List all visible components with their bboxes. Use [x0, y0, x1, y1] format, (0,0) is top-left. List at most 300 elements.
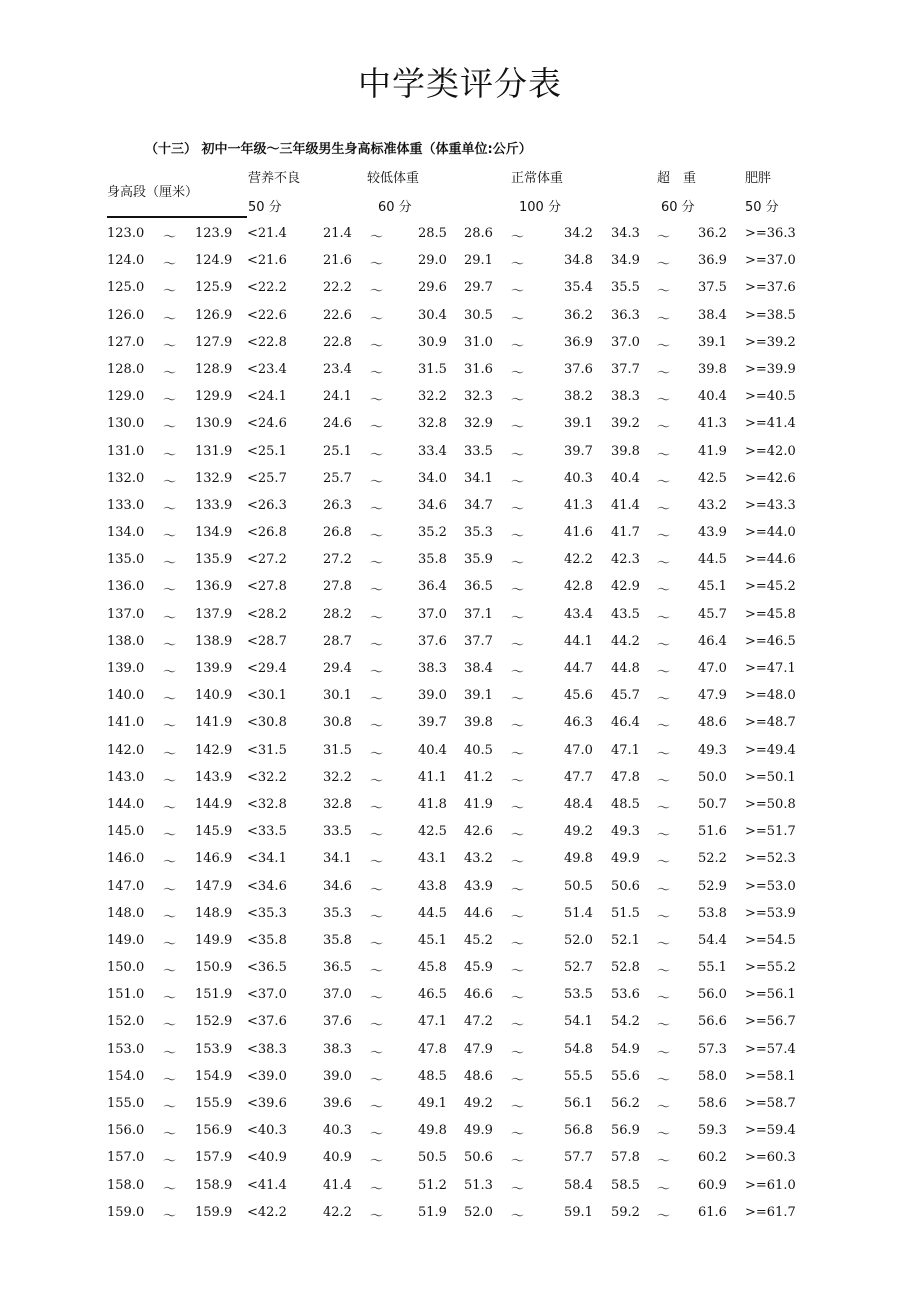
table-row — [0, 358, 920, 385]
table-cell: 37.5 — [698, 280, 727, 296]
table-cell: ～ — [511, 1181, 525, 1197]
table-cell: ～ — [163, 1045, 177, 1061]
table-cell: 39.8 — [611, 443, 640, 459]
header-low-weight: 较低体重 — [367, 171, 420, 186]
table-cell: 24.6 — [323, 416, 352, 432]
table-cell: >=61.0 — [745, 1177, 796, 1193]
table-cell: 35.9 — [464, 552, 493, 568]
table-cell: 50.5 — [418, 1150, 447, 1166]
table-cell: ～ — [657, 882, 671, 898]
score-low-weight: 60 分 — [378, 200, 412, 215]
table-cell: 38.3 — [418, 661, 447, 676]
table-cell: ～ — [163, 637, 177, 653]
table-cell: ～ — [370, 529, 384, 545]
table-cell: 30.4 — [418, 307, 447, 323]
score-obese: 50 分 — [745, 200, 779, 215]
table-cell: ～ — [370, 692, 384, 708]
table-cell: 39.8 — [464, 715, 493, 731]
table-cell: 147.0 — [107, 878, 145, 894]
table-cell: ～ — [511, 746, 525, 762]
table-cell: 56.9 — [611, 1123, 640, 1139]
table-cell: 35.2 — [418, 525, 447, 541]
table-cell: 49.9 — [464, 1123, 493, 1139]
table-cell: ～ — [511, 338, 525, 354]
table-cell: 45.6 — [564, 688, 593, 704]
table-cell: 27.2 — [323, 552, 352, 568]
table-cell: 39.1 — [564, 416, 593, 432]
table-cell: ～ — [511, 692, 525, 708]
table-cell: 29.6 — [418, 280, 447, 296]
table-cell: <22.8 — [247, 334, 287, 350]
table-cell: 34.9 — [611, 253, 640, 269]
table-cell: 54.2 — [611, 1014, 640, 1030]
table-cell: 124.0 — [107, 253, 145, 269]
table-cell: >=58.7 — [745, 1096, 796, 1111]
table-cell: 30.5 — [464, 307, 493, 323]
table-cell: ～ — [511, 909, 525, 925]
table-cell: 35.5 — [611, 280, 640, 296]
table-cell: ～ — [657, 909, 671, 925]
table-cell: ～ — [511, 828, 525, 844]
table-cell: 26.3 — [323, 497, 352, 513]
table-cell: 29.4 — [323, 661, 352, 676]
table-cell: ～ — [370, 1100, 384, 1115]
table-cell: 154.0 — [107, 1068, 145, 1084]
table-cell: 45.2 — [464, 932, 493, 948]
table-cell: 46.6 — [464, 987, 493, 1003]
table-cell: 22.6 — [323, 307, 352, 323]
table-row — [0, 820, 920, 847]
table-cell: 57.8 — [611, 1150, 640, 1166]
table-cell: 35.8 — [418, 552, 447, 568]
table-cell: ～ — [657, 1127, 671, 1143]
table-cell: ～ — [511, 447, 525, 463]
table-cell: 42.5 — [418, 824, 447, 840]
table-cell: <32.2 — [247, 769, 287, 785]
header-height-range: 身高段（厘米） — [107, 185, 199, 200]
table-cell: ～ — [163, 1127, 177, 1143]
table-cell: 40.3 — [564, 470, 593, 486]
table-cell: 57.7 — [564, 1150, 593, 1166]
table-cell: ～ — [163, 311, 177, 327]
table-cell: 53.6 — [611, 987, 640, 1003]
table-cell: 158.0 — [107, 1177, 145, 1193]
table-cell: ～ — [370, 501, 384, 517]
table-row — [0, 385, 920, 412]
table-cell: 42.9 — [611, 579, 640, 595]
table-cell: 31.5 — [323, 742, 352, 758]
table-cell: 156.0 — [107, 1123, 145, 1139]
table-cell: 34.1 — [464, 470, 493, 486]
table-row — [0, 304, 920, 331]
table-cell: 43.1 — [418, 851, 447, 867]
table-cell: 31.0 — [464, 334, 493, 350]
table-cell: ～ — [163, 393, 177, 409]
table-row — [0, 1065, 920, 1092]
table-cell: 125.0 — [107, 280, 145, 296]
table-cell: ～ — [511, 773, 525, 789]
table-cell: 25.1 — [323, 443, 352, 459]
table-cell: >=59.4 — [745, 1123, 796, 1139]
table-cell: 36.9 — [564, 334, 593, 350]
table-cell: 39.1 — [464, 688, 493, 704]
table-cell: 159.9 — [195, 1204, 233, 1220]
table-cell: 51.3 — [464, 1177, 493, 1193]
table-cell: 60.9 — [698, 1177, 727, 1193]
table-cell: 123.9 — [195, 226, 233, 241]
table-cell: <34.1 — [247, 851, 287, 867]
table-row — [0, 929, 920, 956]
table-cell: ～ — [511, 501, 525, 517]
table-cell: ～ — [370, 393, 384, 409]
table-cell: 41.6 — [564, 525, 593, 541]
table-cell: 142.9 — [195, 742, 233, 758]
table-cell: 55.5 — [564, 1068, 593, 1084]
table-cell: ～ — [163, 964, 177, 980]
table-cell: 44.5 — [418, 905, 447, 921]
table-cell: <25.7 — [247, 470, 287, 486]
table-cell: ～ — [370, 882, 384, 898]
table-row — [0, 276, 920, 303]
table-cell: ～ — [163, 338, 177, 354]
table-row — [0, 1174, 920, 1201]
table-cell: 40.4 — [698, 389, 727, 405]
table-cell: 142.0 — [107, 742, 145, 758]
table-cell: ～ — [657, 556, 671, 572]
weight-table-body — [0, 222, 920, 1228]
table-cell: ～ — [657, 692, 671, 708]
table-cell: ～ — [657, 420, 671, 436]
table-cell: ～ — [370, 991, 384, 1007]
table-cell: 47.8 — [418, 1041, 447, 1057]
table-cell: >=55.2 — [745, 960, 796, 976]
table-cell: ～ — [370, 1045, 384, 1061]
table-cell: 58.5 — [611, 1177, 640, 1193]
table-cell: 51.9 — [418, 1204, 447, 1220]
table-cell: >=42.0 — [745, 443, 796, 459]
table-cell: >=48.7 — [745, 715, 796, 731]
table-cell: ～ — [163, 230, 177, 245]
table-cell: 42.8 — [564, 579, 593, 595]
table-cell: 36.5 — [464, 579, 493, 595]
table-cell: 22.2 — [323, 280, 352, 296]
table-cell: ～ — [370, 637, 384, 653]
table-cell: 47.8 — [611, 769, 640, 785]
table-cell: 42.2 — [564, 552, 593, 568]
table-row — [0, 902, 920, 929]
table-cell: 47.2 — [464, 1014, 493, 1030]
header-underline — [107, 216, 247, 218]
table-cell: 131.9 — [195, 443, 233, 459]
table-cell: 124.9 — [195, 253, 233, 269]
table-cell: 52.2 — [698, 851, 727, 867]
table-cell: 41.4 — [611, 497, 640, 513]
table-cell: 149.0 — [107, 932, 145, 948]
table-cell: 43.2 — [464, 851, 493, 867]
table-row — [0, 222, 920, 249]
table-cell: ～ — [370, 1208, 384, 1224]
table-cell: 42.2 — [323, 1204, 352, 1220]
table-cell: >=56.7 — [745, 1014, 796, 1030]
table-cell: ～ — [511, 1072, 525, 1088]
table-cell: 32.8 — [323, 796, 352, 812]
table-cell: 135.0 — [107, 552, 145, 568]
score-overweight: 60 分 — [661, 200, 695, 215]
table-cell: <22.2 — [247, 280, 287, 296]
table-cell: 159.0 — [107, 1204, 145, 1220]
table-cell: 48.5 — [611, 796, 640, 812]
table-cell: 58.4 — [564, 1177, 593, 1193]
table-cell: >=57.4 — [745, 1041, 796, 1057]
table-row — [0, 467, 920, 494]
table-cell: ～ — [370, 1154, 384, 1170]
table-cell: ～ — [370, 583, 384, 599]
table-cell: ～ — [370, 773, 384, 789]
table-cell: 28.7 — [323, 633, 352, 649]
table-cell: 151.9 — [195, 987, 233, 1003]
table-cell: 149.9 — [195, 932, 233, 948]
table-cell: 153.0 — [107, 1041, 145, 1057]
table-cell: <24.1 — [247, 389, 287, 405]
table-row — [0, 331, 920, 358]
table-cell: 46.3 — [564, 715, 593, 731]
table-cell: ～ — [511, 284, 525, 300]
header-malnutrition: 营养不良 — [248, 171, 301, 186]
table-cell: ～ — [163, 1018, 177, 1034]
table-cell: ～ — [163, 800, 177, 816]
table-cell: 43.5 — [611, 606, 640, 622]
table-cell: <39.6 — [247, 1096, 287, 1111]
table-cell: 30.9 — [418, 334, 447, 350]
table-cell: 47.0 — [698, 661, 727, 676]
table-cell: 47.7 — [564, 769, 593, 785]
table-cell: 45.8 — [418, 960, 447, 976]
table-cell: 37.6 — [418, 633, 447, 649]
table-cell: 130.9 — [195, 416, 233, 432]
table-cell: ～ — [163, 1100, 177, 1115]
table-cell: ～ — [511, 719, 525, 735]
table-cell: 139.9 — [195, 661, 233, 676]
table-cell: 39.6 — [323, 1096, 352, 1111]
table-cell: ～ — [163, 828, 177, 844]
score-normal-weight: 100 分 — [519, 200, 561, 215]
table-cell: 41.7 — [611, 525, 640, 541]
table-cell: 44.1 — [564, 633, 593, 649]
table-cell: ～ — [370, 746, 384, 762]
table-cell: <34.6 — [247, 878, 287, 894]
table-cell: >=53.9 — [745, 905, 796, 921]
table-cell: <26.3 — [247, 497, 287, 513]
table-cell: <37.6 — [247, 1014, 287, 1030]
table-cell: ～ — [511, 800, 525, 816]
table-cell: ～ — [657, 284, 671, 300]
table-cell: 48.6 — [464, 1068, 493, 1084]
table-cell: 148.9 — [195, 905, 233, 921]
table-cell: ～ — [370, 855, 384, 871]
table-cell: 44.5 — [698, 552, 727, 568]
table-cell: ～ — [163, 855, 177, 871]
table-cell: <30.8 — [247, 715, 287, 731]
table-cell: 49.1 — [418, 1096, 447, 1111]
table-cell: ～ — [657, 1072, 671, 1088]
table-cell: ～ — [370, 556, 384, 572]
table-cell: 53.5 — [564, 987, 593, 1003]
table-cell: ～ — [370, 420, 384, 436]
table-cell: 47.9 — [698, 688, 727, 704]
table-row — [0, 412, 920, 439]
table-cell: 157.9 — [195, 1150, 233, 1166]
table-cell: ～ — [163, 991, 177, 1007]
table-cell: 27.8 — [323, 579, 352, 595]
table-cell: 37.0 — [418, 606, 447, 622]
table-cell: 31.5 — [418, 361, 447, 377]
table-cell: ～ — [163, 719, 177, 735]
table-cell: ～ — [370, 800, 384, 816]
table-cell: ～ — [163, 501, 177, 517]
table-cell: 39.0 — [323, 1068, 352, 1084]
table-cell: ～ — [657, 338, 671, 354]
table-cell: 37.0 — [611, 334, 640, 350]
table-cell: 43.9 — [698, 525, 727, 541]
table-cell: >=37.0 — [745, 253, 796, 269]
table-cell: 49.3 — [611, 824, 640, 840]
table-cell: ～ — [163, 746, 177, 762]
table-cell: 37.6 — [323, 1014, 352, 1030]
table-row — [0, 548, 920, 575]
table-cell: 41.9 — [698, 443, 727, 459]
table-cell: <40.9 — [247, 1150, 287, 1166]
table-row — [0, 575, 920, 602]
table-cell: 39.0 — [418, 688, 447, 704]
table-cell: 61.6 — [698, 1204, 727, 1220]
table-cell: ～ — [511, 637, 525, 653]
table-cell: 33.4 — [418, 443, 447, 459]
table-cell: ～ — [511, 311, 525, 327]
table-cell: 38.4 — [698, 307, 727, 323]
table-cell: ～ — [370, 665, 384, 680]
table-cell: 44.8 — [611, 661, 640, 676]
table-cell: 32.2 — [418, 389, 447, 405]
table-cell: 37.1 — [464, 606, 493, 622]
table-cell: 29.0 — [418, 253, 447, 269]
table-cell: <21.4 — [247, 226, 287, 241]
table-cell: ～ — [511, 855, 525, 871]
table-cell: 45.1 — [418, 932, 447, 948]
table-cell: ～ — [511, 474, 525, 490]
table-cell: 34.0 — [418, 470, 447, 486]
table-cell: ～ — [370, 230, 384, 245]
table-cell: <35.8 — [247, 932, 287, 948]
table-cell: 128.9 — [195, 361, 233, 377]
table-cell: 51.5 — [611, 905, 640, 921]
table-cell: ～ — [657, 1181, 671, 1197]
table-cell: <36.5 — [247, 960, 287, 976]
table-cell: >=48.0 — [745, 688, 796, 704]
table-cell: ～ — [370, 257, 384, 273]
table-cell: 34.6 — [323, 878, 352, 894]
table-cell: >=44.6 — [745, 552, 796, 568]
table-cell: 59.3 — [698, 1123, 727, 1139]
table-cell: ～ — [163, 257, 177, 273]
table-cell: 129.9 — [195, 389, 233, 405]
table-cell: 51.6 — [698, 824, 727, 840]
table-cell: <22.6 — [247, 307, 287, 323]
table-cell: 29.1 — [464, 253, 493, 269]
table-cell: <21.6 — [247, 253, 287, 269]
table-cell: 131.0 — [107, 443, 145, 459]
table-cell: ～ — [163, 1208, 177, 1224]
table-cell: 158.9 — [195, 1177, 233, 1193]
table-cell: 41.1 — [418, 769, 447, 785]
table-cell: 22.8 — [323, 334, 352, 350]
table-cell: 32.2 — [323, 769, 352, 785]
table-cell: ～ — [511, 230, 525, 245]
table-cell: 28.6 — [464, 226, 493, 241]
table-cell: 49.9 — [611, 851, 640, 867]
table-cell: 41.9 — [464, 796, 493, 812]
table-cell: 40.4 — [418, 742, 447, 758]
table-cell: 46.4 — [611, 715, 640, 731]
table-cell: >=45.2 — [745, 579, 796, 595]
table-cell: 143.9 — [195, 769, 233, 785]
table-cell: 141.9 — [195, 715, 233, 731]
table-cell: ～ — [657, 583, 671, 599]
table-cell: 24.1 — [323, 389, 352, 405]
table-cell: 150.0 — [107, 960, 145, 976]
header-overweight: 超 重 — [657, 171, 697, 186]
header-obese: 肥胖 — [745, 171, 772, 186]
table-cell: 32.9 — [464, 416, 493, 432]
table-row — [0, 847, 920, 874]
table-cell: 38.4 — [464, 661, 493, 676]
table-cell: 36.4 — [418, 579, 447, 595]
table-cell: ～ — [163, 284, 177, 300]
table-cell: 55.1 — [698, 960, 727, 976]
table-cell: ～ — [511, 1045, 525, 1061]
table-cell: ～ — [657, 773, 671, 789]
table-row — [0, 1038, 920, 1065]
table-cell: 43.9 — [464, 878, 493, 894]
table-cell: >=39.2 — [745, 334, 796, 350]
table-cell: <30.1 — [247, 688, 287, 704]
table-cell: >=58.1 — [745, 1068, 796, 1084]
table-cell: 40.5 — [464, 742, 493, 758]
table-cell: 57.3 — [698, 1041, 727, 1057]
table-cell: 45.7 — [698, 606, 727, 622]
table-cell: 48.4 — [564, 796, 593, 812]
table-cell: 143.0 — [107, 769, 145, 785]
table-row — [0, 630, 920, 657]
table-row — [0, 1092, 920, 1119]
table-cell: ～ — [657, 1045, 671, 1061]
table-cell: 132.0 — [107, 470, 145, 486]
table-cell: ～ — [511, 991, 525, 1007]
table-cell: 155.0 — [107, 1096, 145, 1111]
table-cell: 36.9 — [698, 253, 727, 269]
table-cell: 54.8 — [564, 1041, 593, 1057]
table-cell: ～ — [657, 964, 671, 980]
table-cell: 44.7 — [564, 661, 593, 676]
table-cell: 145.0 — [107, 824, 145, 840]
table-cell: ～ — [163, 420, 177, 436]
table-cell: 48.5 — [418, 1068, 447, 1084]
table-cell: ～ — [511, 1154, 525, 1170]
table-cell: >=42.6 — [745, 470, 796, 486]
table-cell: >=45.8 — [745, 606, 796, 622]
table-cell: 54.4 — [698, 932, 727, 948]
table-cell: >=51.7 — [745, 824, 796, 840]
table-cell: 36.2 — [698, 226, 727, 241]
